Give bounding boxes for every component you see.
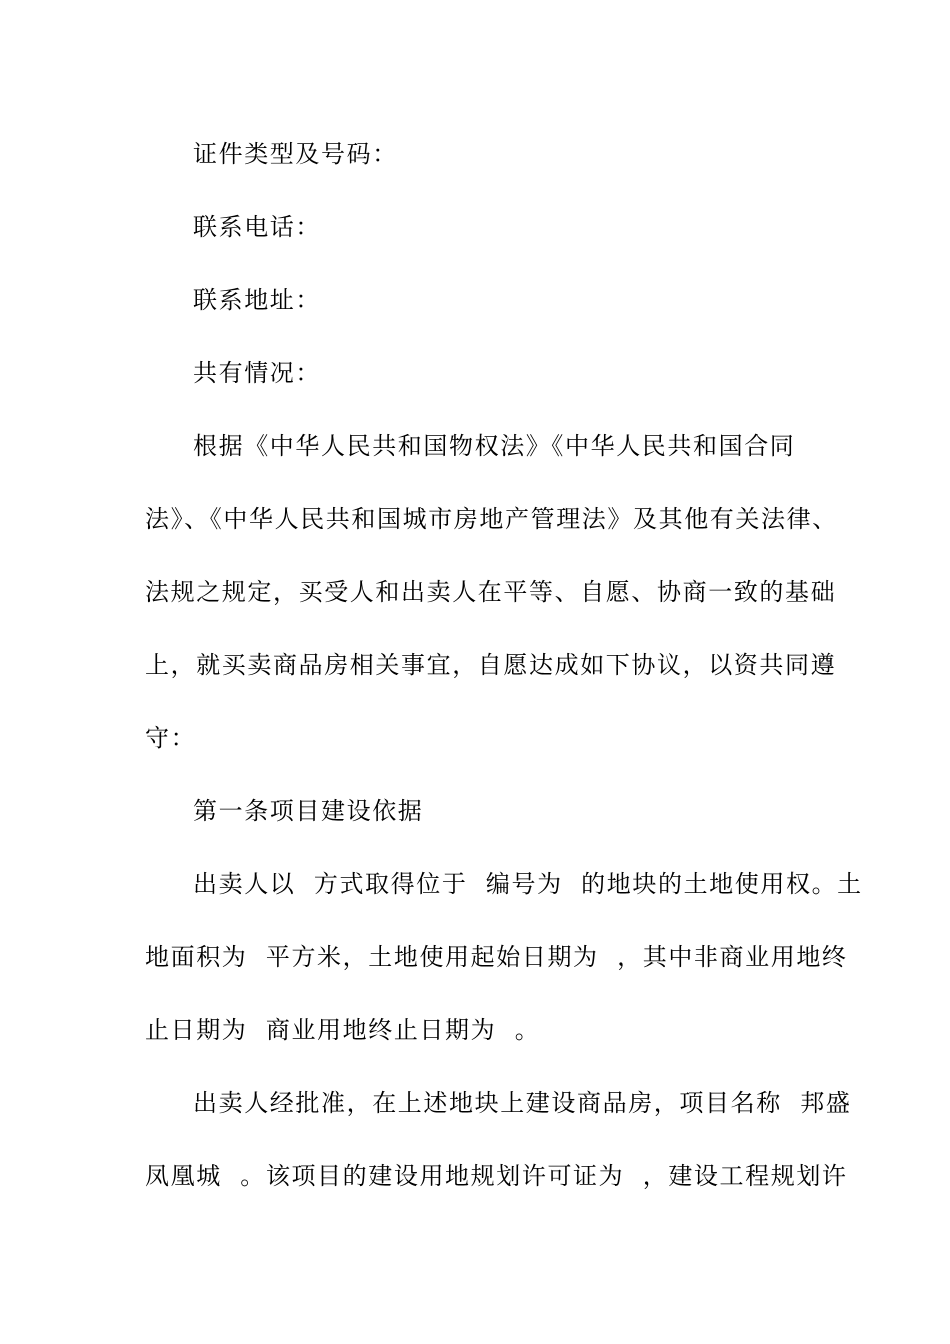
preamble-line-2: 法》、《中华人民共和国城市房地产管理法》及其他有关法律、 (145, 505, 838, 533)
phone-label: 联系电话： (193, 213, 321, 241)
project-paragraph-line-1: 出卖人经批准，在上述地块上建设商品房，项目名称 邦盛 (193, 1089, 852, 1117)
project-paragraph-line-2: 凤凰城 。该项目的建设用地规划许可证为 ，建设工程规划许 (145, 1162, 848, 1190)
preamble-line-4: 上，就买卖商品房相关事宜，自愿达成如下协议，以资共同遵 (145, 651, 837, 679)
preamble-line-5: 守： (145, 724, 197, 752)
address-label: 联系地址： (193, 286, 321, 314)
preamble-line-3: 法规之规定，买受人和出卖人在平等、自愿、协商一致的基础 (145, 578, 837, 606)
land-paragraph-line-3: 止日期为 商业用地终止日期为 。 (145, 1016, 541, 1044)
id-type-label: 证件类型及号码： (193, 140, 398, 168)
article-1-heading: 第一条项目建设依据 (193, 797, 424, 825)
co-ownership-label: 共有情况： (193, 359, 321, 387)
preamble-line-1: 根据《中华人民共和国物权法》《中华人民共和国合同 (193, 432, 796, 460)
land-paragraph-line-2: 地面积为 平方米，土地使用起始日期为 ，其中非商业用地终 (145, 943, 848, 971)
land-paragraph-line-1: 出卖人以 方式取得位于 编号为 的地块的土地使用权。土 (193, 870, 863, 898)
